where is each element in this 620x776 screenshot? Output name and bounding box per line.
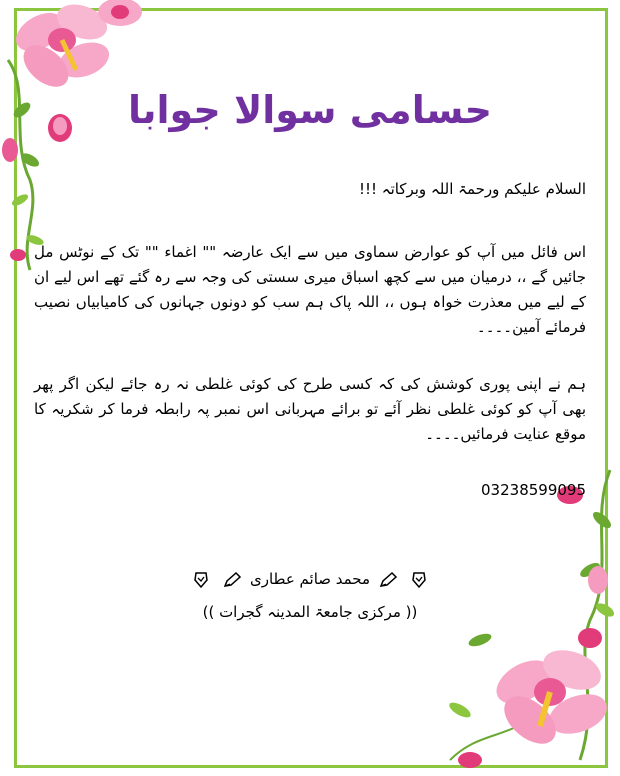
flower-corner-top-left-icon <box>0 0 150 280</box>
institution-name: (( مرکزی جامعۃ المدینہ گجرات )) <box>202 603 418 621</box>
badge-icon <box>191 571 211 589</box>
phone-number: 03238599095 <box>481 481 586 499</box>
badge-icon <box>409 571 429 589</box>
pen-icon <box>378 571 398 589</box>
paragraph-error-contact: ہم نے اپنی پوری کوشش کی کہ کسی طرح کی کوئی غلطی نہ رہ جائے لیکن اگر پھر بھی آپ کو کوئی غلطی نظر آئے تو برائے مہربانی اس نمبر پہ رابطہ فرما کر شکریہ کا موقع عنایت فرمائیں۔۔۔۔ <box>34 375 586 443</box>
author-name: محمد صائم عطاری <box>249 570 371 588</box>
signature-line <box>0 570 620 589</box>
paragraph-notes-info: اس فائل میں آپ کو عوارض سماوی میں سے ایک عارضہ "" اغماء "" تک کے نوٹس مل جائیں گے ،، درمیان میں سے کچھ اسباق میری سستی کی وجہ سے رہ گئے تھے اس لیے ان کے لیے میں معذرت خواہ ہوں ،، اللہ پاک ہم سب کو دونوں جہانوں کی کامیابیاں نصیب فرمائے آمین۔۔۔۔ <box>34 243 586 336</box>
document-title: حسامی سوالا جوابا <box>127 88 493 132</box>
greeting: السلام علیکم ورحمۃ اللہ وبرکاتہ !!! <box>358 180 586 198</box>
pen-icon <box>222 571 242 589</box>
